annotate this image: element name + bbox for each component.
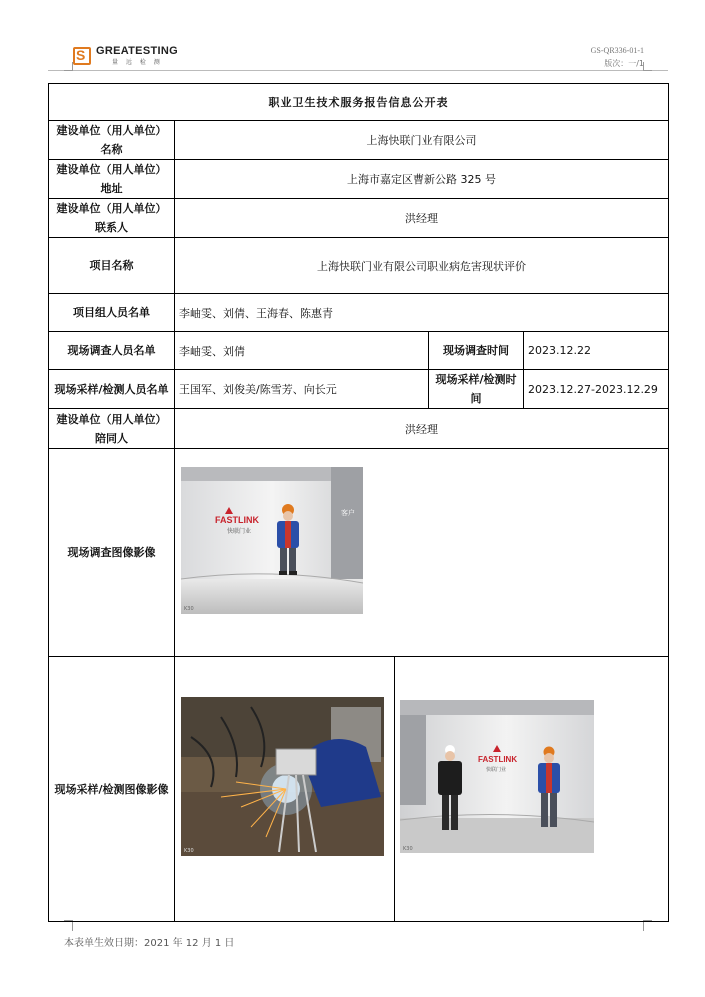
welding-photo-image: [181, 697, 384, 856]
survey-time-label: 现场调查时间: [429, 332, 524, 370]
brand-subtitle: 量 远 检 测: [112, 59, 163, 66]
document-code: GS-QR336-01-1: [590, 46, 644, 55]
sampling-people-label: 现场采样/检测人员名单: [49, 370, 175, 409]
unit-name-label: 建设单位（用人单位）名称: [49, 121, 175, 160]
survey-people-label: 现场调查人员名单: [49, 332, 175, 370]
escort-label: 建设单位（用人单位）陪同人: [49, 409, 175, 449]
camera-stamp-3: K30: [403, 846, 413, 852]
image-divider: [394, 657, 395, 921]
escort-value: 洪经理: [175, 409, 669, 449]
document-version: 版次：一/1: [604, 59, 644, 68]
sampling-time-value: 2023.12.27-2023.12.29: [524, 370, 669, 409]
fastlink-sign-2: FASTLINK: [478, 755, 518, 764]
unit-address-value: 上海市嘉定区曹新公路 325 号: [175, 160, 669, 199]
fastlink-sign: FASTLINK: [215, 515, 259, 525]
project-team-value: 李岫雯、刘倩、王海春、陈惠青: [175, 294, 669, 332]
crop-mark-top-left: [64, 62, 73, 71]
effective-date-note: 本表单生效日期：2021 年 12 月 1 日: [64, 938, 235, 949]
project-name-label: 项目名称: [49, 238, 175, 294]
table-title: 职业卫生技术服务报告信息公开表: [49, 84, 669, 121]
unit-contact-label: 建设单位（用人单位）联系人: [49, 199, 175, 238]
unit-contact-value: 洪经理: [175, 199, 669, 238]
page-divider: [48, 70, 668, 71]
fastlink-sign-sub: 快联门业: [227, 528, 252, 535]
sampling-people-value: 王国军、刘俊美/陈雪芳、向长元: [175, 370, 429, 409]
brand-name: GREATESTING: [96, 45, 178, 57]
survey-image-label: 现场调查图像影像: [49, 449, 175, 657]
unit-address-label: 建设单位（用人单位）地址: [49, 160, 175, 199]
sampling-photo-welding: [181, 697, 384, 856]
side-sign-text: 客户: [341, 509, 355, 517]
fastlink-sign-sub-2: 快联门业: [486, 767, 507, 773]
survey-time-value: 2023.12.22: [524, 332, 669, 370]
sampling-time-label: 现场采样/检测时间: [429, 370, 524, 409]
company-logo: [73, 47, 91, 65]
crop-mark-top-right: [643, 62, 652, 71]
sampling-photo-group: [400, 700, 594, 853]
project-team-label: 项目组人员名单: [49, 294, 175, 332]
survey-photo: [181, 467, 363, 614]
camera-stamp: K30: [184, 606, 194, 612]
group-photo-image: [400, 700, 594, 853]
sampling-image-label: 现场采样/检测图像影像: [49, 657, 175, 922]
survey-people-value: 李岫雯、刘倩: [175, 332, 429, 370]
survey-photo-image: [181, 467, 363, 614]
camera-stamp-2: K30: [184, 848, 194, 854]
unit-name-value: 上海快联门业有限公司: [175, 121, 669, 160]
logo-glyph: S: [76, 47, 86, 63]
project-name-value: 上海快联门业有限公司职业病危害现状评价: [175, 238, 669, 294]
